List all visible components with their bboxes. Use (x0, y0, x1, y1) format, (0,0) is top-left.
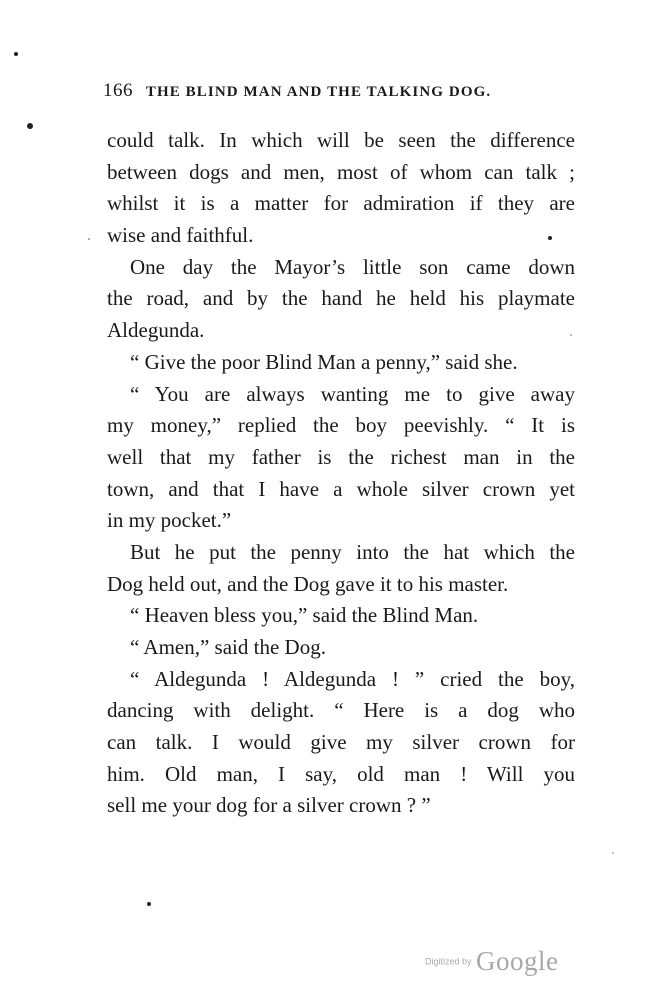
text-line: the road, and by the hand he held his playmate (107, 286, 575, 311)
scan-speck (147, 902, 151, 906)
digitized-by-google-watermark (425, 946, 575, 980)
page-number: 166 (103, 80, 133, 101)
text-line: can talk. I would give my silver crown for (107, 730, 575, 755)
scan-speck (14, 52, 18, 56)
scan-speck (570, 334, 572, 336)
text-line: wise and faithful. (107, 223, 254, 248)
text-line: whilst it is a matter for admiration if they are (107, 191, 575, 216)
text-line: between dogs and men, most of whom can talk ; (107, 159, 575, 184)
paragraph-first-line: “ Aldegunda ! Aldegunda ! ” cried the boy, (130, 666, 575, 691)
watermark-prefix: Digitized by (425, 956, 472, 967)
text-line: town, and that I have a whole silver crown yet (107, 476, 575, 501)
text-line: in my pocket.” (107, 508, 232, 533)
paragraph-first-line: “ Give the poor Blind Man a penny,” said she. (130, 349, 518, 374)
text-line: Aldegunda. (107, 318, 205, 343)
scan-speck (27, 123, 33, 129)
running-title: THE BLIND MAN AND THE TALKING DOG. (145, 84, 492, 100)
text-line: him. Old man, I say, old man ! Will you (107, 761, 575, 786)
text-line: dancing with delight. “ Here is a dog who (107, 698, 575, 723)
body-text (107, 125, 575, 822)
running-head (103, 80, 573, 108)
paragraph-first-line: “ Heaven bless you,” said the Blind Man. (130, 603, 479, 628)
scan-speck (88, 238, 90, 240)
paragraph-first-line: But he put the penny into the hat which the (130, 539, 575, 564)
text-line: could talk. In which will be seen the difference (107, 128, 575, 152)
text-line: well that my father is the richest man in the (107, 444, 575, 469)
text-line: sell me your dog for a silver crown ? ” (107, 793, 431, 818)
text-line: Dog held out, and the Dog gave it to his master. (107, 571, 509, 596)
text-line: my money,” replied the boy peevishly. “ It is (107, 413, 575, 438)
watermark-brand: Google (475, 946, 559, 976)
paragraph-first-line: “ Amen,” said the Dog. (130, 635, 326, 659)
paragraph-first-line: One day the Mayor’s little son came down (130, 254, 575, 279)
paragraph-first-line: “ You are always wanting me to give away (130, 381, 575, 406)
scan-speck (612, 852, 614, 854)
scan-speck (548, 236, 552, 240)
